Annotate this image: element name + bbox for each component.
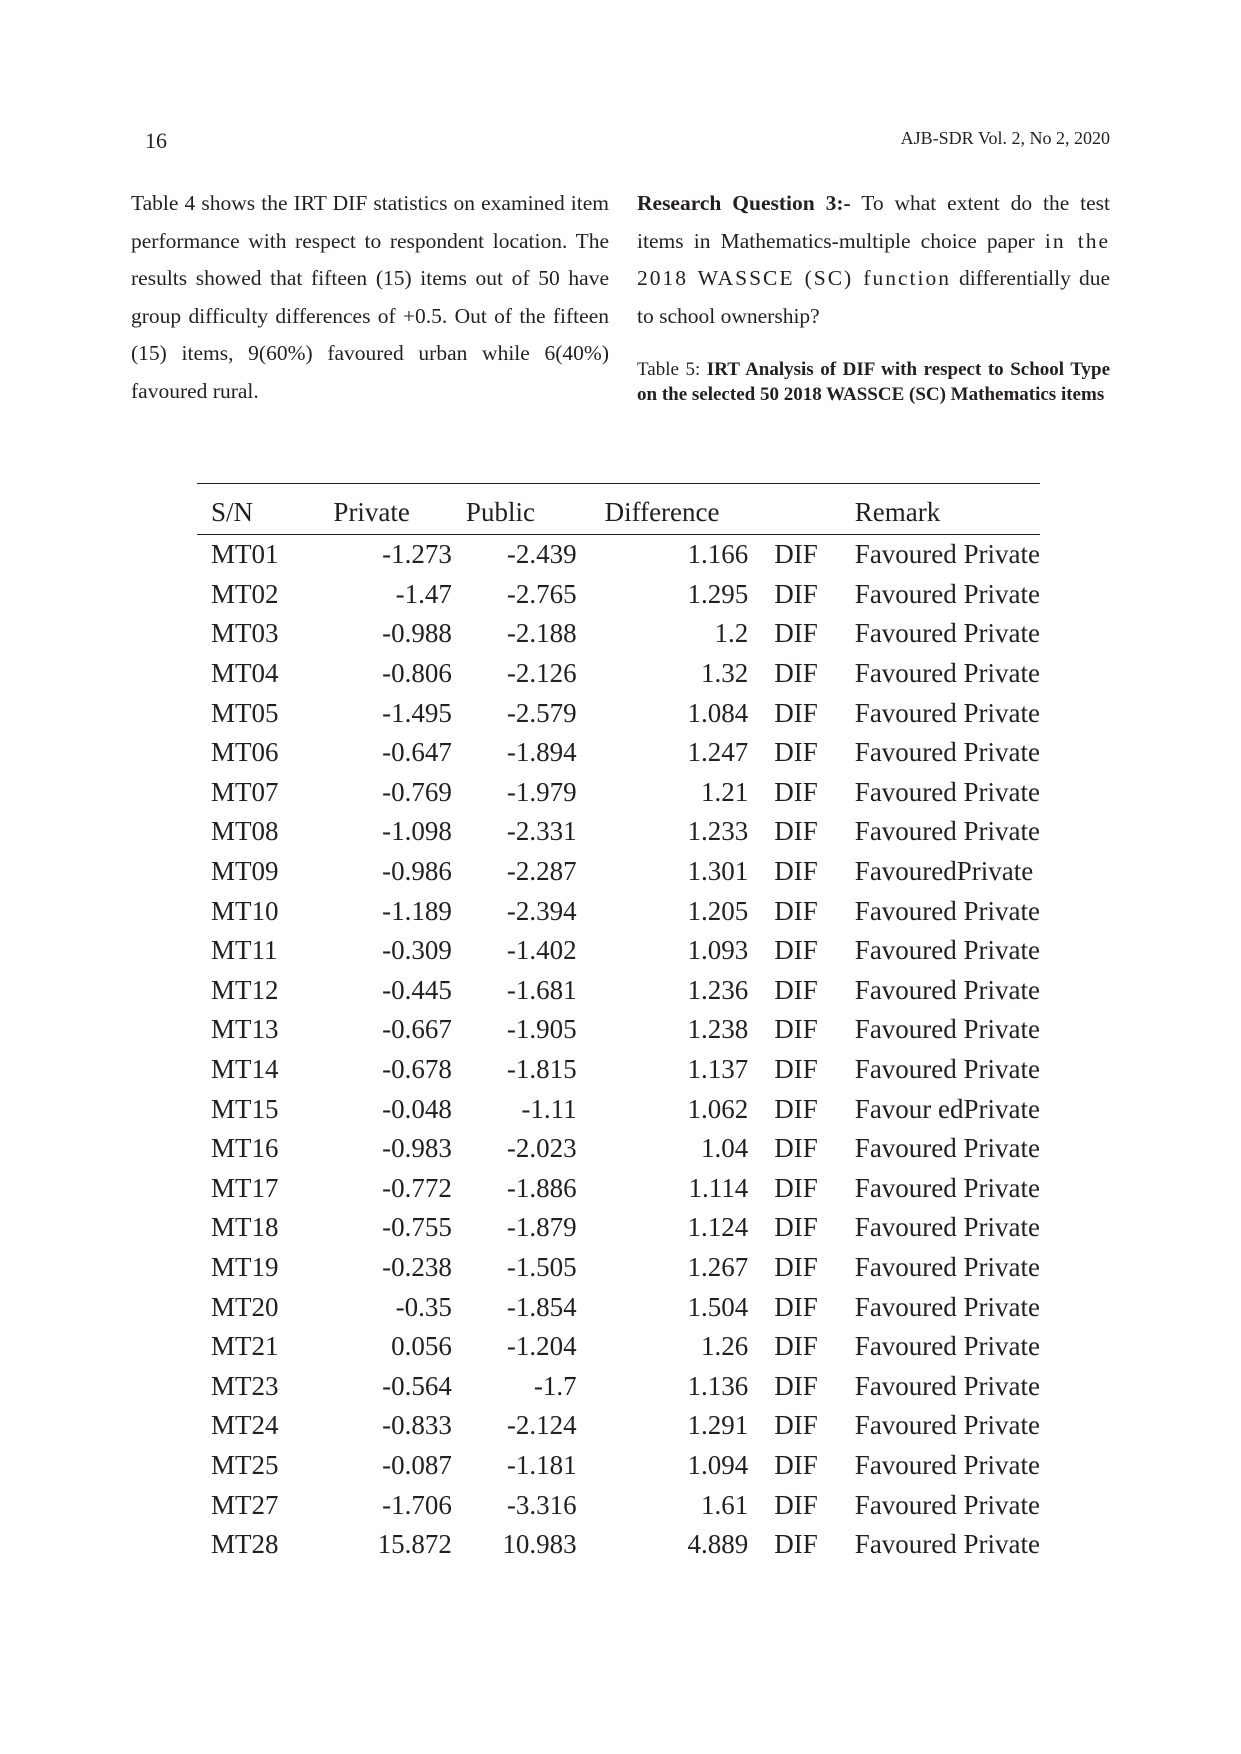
cell-flag: DIF	[774, 1331, 818, 1362]
table-row	[197, 1327, 1040, 1367]
cell-public: -2.331	[506, 816, 577, 847]
header-public: Public	[452, 484, 577, 535]
cell-sn: MT01	[211, 539, 279, 570]
cell-private: -0.833	[382, 1410, 452, 1441]
cell-private: -1.273	[382, 539, 452, 570]
cell-remark: Favoured Private	[854, 1054, 1040, 1085]
cell-sn: MT10	[211, 895, 279, 926]
cell-difference: 1.504	[687, 1291, 749, 1322]
cell-public: -2.394	[506, 895, 577, 926]
table-row	[197, 1446, 1040, 1486]
cell-remark: Favoured Private	[854, 1014, 1040, 1045]
research-question-text-2: in the 2018 WASSCE (SC) function	[637, 228, 1110, 290]
cell-flag: DIF	[774, 697, 818, 728]
cell-private: -0.806	[382, 658, 452, 689]
cell-flag: DIF	[774, 737, 818, 768]
cell-sn: MT18	[211, 1212, 279, 1243]
table-row	[197, 1010, 1040, 1050]
cell-public: -1.11	[521, 1093, 577, 1124]
cell-public: -1.204	[506, 1331, 577, 1362]
cell-private: -0.35	[395, 1291, 452, 1322]
cell-public: -1.854	[506, 1291, 577, 1322]
table-row	[197, 1169, 1040, 1209]
cell-sn: MT04	[211, 658, 279, 689]
cell-flag: DIF	[774, 1212, 818, 1243]
table-header-row	[197, 484, 1040, 535]
cell-flag: DIF	[774, 1014, 818, 1045]
running-head: AJB-SDR Vol. 2, No 2, 2020	[900, 128, 1110, 148]
cell-difference: 1.136	[687, 1370, 749, 1401]
cell-flag: DIF	[774, 1172, 818, 1203]
cell-sn: MT11	[211, 935, 278, 966]
cell-remark: Favoured Private	[854, 658, 1040, 689]
cell-remark: Favoured Private	[854, 539, 1040, 570]
cell-difference: 1.267	[687, 1251, 749, 1282]
header-difference: Difference	[577, 484, 749, 535]
cell-flag: DIF	[774, 776, 818, 807]
cell-sn: MT13	[211, 1014, 279, 1045]
table-body	[197, 535, 1040, 1565]
cell-public: -1.886	[506, 1172, 577, 1203]
cell-public: -2.188	[506, 618, 577, 649]
table-row	[197, 1287, 1040, 1327]
table-row	[197, 891, 1040, 931]
cell-sn: MT05	[211, 697, 279, 728]
cell-remark: Favoured Private	[854, 1529, 1040, 1560]
cell-remark: Favoured Private	[854, 618, 1040, 649]
table-row	[197, 1208, 1040, 1248]
cell-flag: DIF	[774, 935, 818, 966]
cell-private: -0.647	[382, 737, 452, 768]
table-row	[197, 535, 1040, 575]
cell-private: -0.678	[382, 1054, 452, 1085]
cell-flag: DIF	[774, 1133, 818, 1164]
cell-flag: DIF	[774, 1054, 818, 1085]
cell-public: -1.7	[533, 1370, 577, 1401]
cell-private: -0.087	[382, 1449, 452, 1480]
cell-flag: DIF	[774, 618, 818, 649]
cell-difference: 1.124	[687, 1212, 749, 1243]
cell-difference: 1.137	[687, 1054, 749, 1085]
table-caption-title: IRT Analysis of DIF with respect to School Type on the selected 50 2018 WASSCE (SC) Mathematics items	[637, 359, 1111, 405]
cell-public: -1.979	[506, 776, 577, 807]
cell-flag: DIF	[774, 1251, 818, 1282]
table-caption-prefix: Table 5:	[637, 359, 707, 380]
cell-remark: Favoured Private	[854, 737, 1040, 768]
cell-flag: DIF	[774, 1370, 818, 1401]
cell-difference: 1.301	[687, 856, 749, 887]
cell-private: -0.564	[382, 1370, 452, 1401]
cell-public: -2.023	[506, 1133, 577, 1164]
table-row	[197, 1089, 1040, 1129]
cell-remark: Favoured Private	[854, 935, 1040, 966]
cell-difference: 1.295	[687, 578, 749, 609]
cell-private: -1.706	[382, 1489, 452, 1520]
cell-difference: 1.21	[701, 776, 749, 807]
table-row	[197, 773, 1040, 813]
cell-difference: 1.04	[701, 1133, 749, 1164]
cell-difference: 1.093	[687, 935, 749, 966]
cell-flag: DIF	[774, 1449, 818, 1480]
table-row	[197, 971, 1040, 1011]
cell-public: -1.879	[506, 1212, 577, 1243]
table-row	[197, 733, 1040, 773]
cell-private: -1.47	[395, 578, 452, 609]
cell-sn: MT28	[211, 1529, 279, 1560]
right-column	[637, 185, 1110, 426]
cell-difference: 1.238	[687, 1014, 749, 1045]
cell-public: -1.905	[506, 1014, 577, 1045]
cell-sn: MT06	[211, 737, 279, 768]
cell-sn: MT17	[211, 1172, 279, 1203]
cell-private: 0.056	[391, 1331, 452, 1362]
table-row	[197, 1485, 1040, 1525]
table-row	[197, 1050, 1040, 1090]
cell-sn: MT02	[211, 578, 279, 609]
table-row	[197, 931, 1040, 971]
header-remark: Remark	[855, 484, 1040, 535]
cell-sn: MT14	[211, 1054, 279, 1085]
dif-table-container	[197, 483, 1040, 1564]
cell-sn: MT21	[211, 1331, 279, 1362]
table-row	[197, 1406, 1040, 1446]
table-row	[197, 852, 1040, 892]
cell-remark: Favoured Private	[854, 974, 1040, 1005]
table-row	[197, 1248, 1040, 1288]
cell-flag: DIF	[774, 539, 818, 570]
body-paragraph: Table 4 shows the IRT DIF statistics on examined item performance with respect to respondent location. The results showed that fifteen (15) items out of 50 have group difficulty differences of +0.5. Out of the fifteen (15) items, 9(60%) favoured urban while 6(40%) favoured rural.	[131, 191, 609, 403]
cell-flag: DIF	[774, 974, 818, 1005]
dif-table	[197, 483, 1040, 1564]
cell-public: -2.126	[506, 658, 577, 689]
cell-public: -2.439	[506, 539, 577, 570]
cell-difference: 1.233	[687, 816, 749, 847]
cell-private: -0.309	[382, 935, 452, 966]
cell-remark: Favoured Private	[854, 578, 1040, 609]
cell-difference: 1.236	[687, 974, 749, 1005]
cell-public: -2.124	[506, 1410, 577, 1441]
cell-private: -0.986	[382, 856, 452, 887]
cell-flag: DIF	[774, 578, 818, 609]
cell-flag: DIF	[774, 1529, 818, 1560]
cell-flag: DIF	[774, 1489, 818, 1520]
cell-difference: 1.32	[701, 658, 749, 689]
page-number: 16	[145, 128, 167, 153]
table-row	[197, 614, 1040, 654]
cell-remark: FavouredPrivate	[854, 856, 1034, 887]
cell-public: -1.894	[506, 737, 577, 768]
cell-private: -1.189	[382, 895, 452, 926]
cell-remark: Favoured Private	[854, 697, 1040, 728]
cell-sn: MT19	[211, 1251, 279, 1282]
research-question-label: Research Question 3:-	[637, 191, 851, 215]
cell-remark: Favoured Private	[854, 1251, 1040, 1282]
cell-difference: 1.61	[701, 1489, 749, 1520]
cell-sn: MT12	[211, 974, 279, 1005]
table-row	[197, 1525, 1040, 1565]
cell-private: -0.988	[382, 618, 452, 649]
cell-difference: 1.114	[688, 1172, 749, 1203]
cell-private: -0.983	[382, 1133, 452, 1164]
cell-remark: Favoured Private	[854, 1133, 1040, 1164]
cell-sn: MT16	[211, 1133, 279, 1164]
table-row	[197, 812, 1040, 852]
cell-difference: 1.166	[687, 539, 749, 570]
cell-public: -2.287	[506, 856, 577, 887]
cell-sn: MT27	[211, 1489, 279, 1520]
cell-public: -1.181	[506, 1449, 577, 1480]
cell-flag: DIF	[774, 658, 818, 689]
cell-private: 15.872	[377, 1529, 452, 1560]
cell-remark: Favoured Private	[854, 1291, 1040, 1322]
cell-flag: DIF	[774, 816, 818, 847]
research-question	[637, 185, 1110, 335]
cell-public: 10.983	[502, 1529, 577, 1560]
cell-private: -1.495	[382, 697, 452, 728]
cell-flag: DIF	[774, 856, 818, 887]
cell-difference: 1.062	[687, 1093, 749, 1124]
cell-remark: Favoured Private	[854, 1172, 1040, 1203]
cell-difference: 1.205	[687, 895, 749, 926]
cell-remark: Favoured Private	[854, 895, 1040, 926]
cell-remark: Favoured Private	[854, 1410, 1040, 1441]
cell-sn: MT07	[211, 776, 279, 807]
table-row	[197, 575, 1040, 615]
cell-remark: Favoured Private	[854, 816, 1040, 847]
cell-remark: Favoured Private	[854, 1370, 1040, 1401]
cell-remark: Favoured Private	[854, 776, 1040, 807]
cell-public: -3.316	[506, 1489, 577, 1520]
cell-flag: DIF	[774, 895, 818, 926]
left-column	[131, 185, 609, 410]
research-question-text-3: differentially due to school ownership?	[637, 266, 1111, 328]
cell-sn: MT24	[211, 1410, 279, 1441]
cell-difference: 1.2	[714, 618, 749, 649]
cell-remark: Favoured Private	[854, 1212, 1040, 1243]
cell-sn: MT08	[211, 816, 279, 847]
cell-sn: MT20	[211, 1291, 279, 1322]
cell-difference: 1.084	[687, 697, 749, 728]
cell-difference: 1.26	[701, 1331, 749, 1362]
research-question-text-1: To what extent do the test items in Mathematics-multiple choice paper	[637, 191, 1110, 253]
cell-private: -0.772	[382, 1172, 452, 1203]
cell-sn: MT03	[211, 618, 279, 649]
table-row	[197, 693, 1040, 733]
cell-difference: 4.889	[687, 1529, 749, 1560]
header-flag	[748, 484, 855, 535]
cell-private: -0.667	[382, 1014, 452, 1045]
cell-sn: MT25	[211, 1449, 279, 1480]
cell-public: -2.579	[506, 697, 577, 728]
cell-sn: MT09	[211, 856, 279, 887]
cell-flag: DIF	[774, 1093, 818, 1124]
cell-flag: DIF	[774, 1410, 818, 1441]
cell-difference: 1.291	[687, 1410, 749, 1441]
table-row	[197, 1366, 1040, 1406]
cell-remark: Favoured Private	[854, 1449, 1040, 1480]
cell-difference: 1.094	[687, 1449, 749, 1480]
cell-public: -1.681	[506, 974, 577, 1005]
cell-private: -1.098	[382, 816, 452, 847]
table-row	[197, 1129, 1040, 1169]
cell-private: -0.445	[382, 974, 452, 1005]
cell-remark: Favour edPrivate	[854, 1093, 1040, 1124]
header-private: Private	[305, 484, 452, 535]
cell-sn: MT15	[211, 1093, 279, 1124]
table-caption	[637, 357, 1110, 407]
cell-private: -0.769	[382, 776, 452, 807]
table-row	[197, 654, 1040, 694]
cell-private: -0.238	[382, 1251, 452, 1282]
cell-difference: 1.247	[687, 737, 749, 768]
cell-public: -1.402	[506, 935, 577, 966]
cell-private: -0.755	[382, 1212, 452, 1243]
cell-sn: MT23	[211, 1370, 279, 1401]
cell-flag: DIF	[774, 1291, 818, 1322]
cell-remark: Favoured Private	[854, 1331, 1040, 1362]
cell-public: -2.765	[506, 578, 577, 609]
cell-public: -1.505	[506, 1251, 577, 1282]
cell-remark: Favoured Private	[854, 1489, 1040, 1520]
cell-public: -1.815	[506, 1054, 577, 1085]
header-sn: S/N	[197, 484, 305, 535]
cell-private: -0.048	[382, 1093, 452, 1124]
